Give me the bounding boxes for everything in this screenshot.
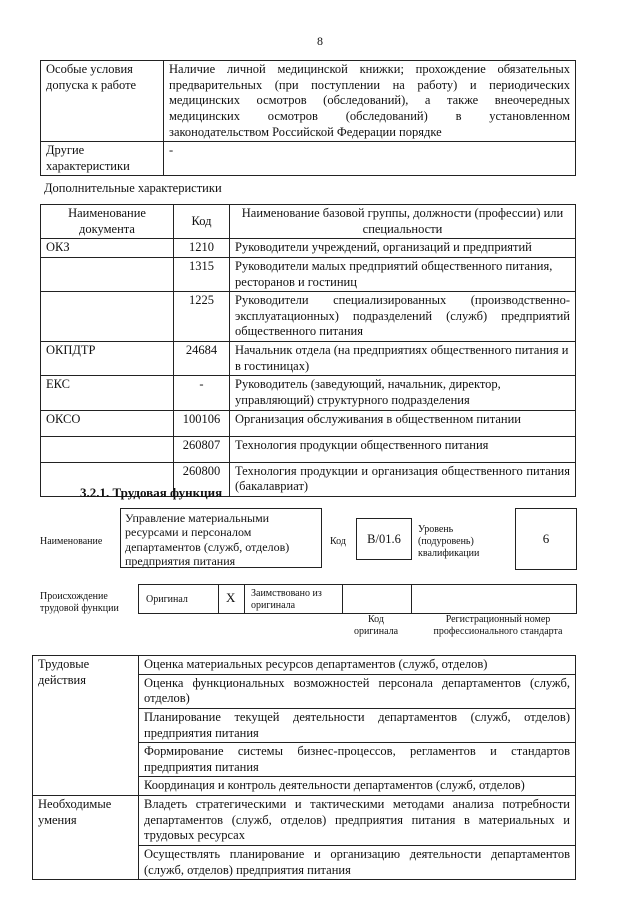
code-box (356, 518, 412, 560)
conditions-label: Особые условия допуска к работе (41, 61, 164, 142)
row-doc (41, 257, 174, 291)
origin-original: Оригинал (146, 594, 188, 605)
duty-item: Формирование системы бизнес-процессов, регламентов и стандартов предприятия питания (139, 743, 576, 777)
row-code: 24684 (174, 342, 230, 376)
function-name-value: Управление материальными ресурсами и персоналом департаментов (служб, отделов) предприятия питания (125, 511, 290, 569)
skill-item: Осуществлять планирование и организацию деятельности департаментов (служб, отделов) предприятия питания (139, 845, 576, 879)
other-characteristics-value: - (164, 142, 576, 176)
row-doc: ОКЗ (41, 239, 174, 258)
divider (342, 584, 343, 613)
conditions-value: Наличие личной медицинской книжки; прохождение обязательных предварительных (при поступлении на работу) и периодических медицинских осмотров (обследований), а также внеочередных медицинских осмотров (обследований) в установленном законодательством Российской Федерации порядке (164, 61, 576, 142)
row-code: - (174, 376, 230, 410)
origin-code-caption: Код оригинала (353, 614, 399, 637)
row-name: Руководители специализированных (производственно-эксплуатационных) подразделений (служб) предприятий общественного питания (230, 292, 576, 342)
row-code: 1210 (174, 239, 230, 258)
additional-title: Дополнительные характеристики (44, 181, 222, 195)
row-doc (41, 436, 174, 462)
header-code: Код (174, 205, 230, 239)
row-name: Технология продукции и организация общественного питания (бакалавриат) (230, 462, 576, 496)
table-row (41, 61, 576, 142)
other-characteristics-label: Другие характеристики (41, 142, 164, 176)
conditions-table (40, 60, 576, 176)
origin-box (138, 584, 577, 614)
row-name: Руководители малых предприятий общественного питания, ресторанов и гостиниц (230, 257, 576, 291)
table-row (41, 376, 576, 410)
code-value: B/01.6 (367, 531, 401, 546)
row-doc: ОКСО (41, 410, 174, 436)
additional-table (40, 204, 576, 497)
row-doc (41, 292, 174, 342)
duties-label: Трудовые действия (33, 656, 139, 796)
row-code: 100106 (174, 410, 230, 436)
origin-label: Происхождение трудовой функции (40, 591, 119, 614)
duty-item: Координация и контроль деятельности департаментов (служб, отделов) (139, 777, 576, 796)
table-row (41, 142, 576, 176)
duty-item: Планирование текущей деятельности департаментов (служб, отделов) предприятия питания (139, 708, 576, 742)
duty-item: Оценка материальных ресурсов департаментов (служб, отделов) (139, 656, 576, 675)
level-label: Уровень (подуровень) квалификации (418, 524, 480, 559)
origin-reg-caption: Регистрационный номер профессионального стандарта (433, 614, 563, 637)
page-number: 8 (317, 34, 323, 48)
table-row (33, 656, 576, 675)
table-row (41, 342, 576, 376)
row-doc: ОКПДТР (41, 342, 174, 376)
row-name: Руководитель (заведующий, начальник, директор, управляющий) структурного подразделения (230, 376, 576, 410)
table-row (41, 239, 576, 258)
skill-item: Владеть стратегическими и тактическими методами анализа потребности департаментов (служб, отделов) предприятия питания в материальных и трудовых ресурсах (139, 796, 576, 846)
row-code: 1225 (174, 292, 230, 342)
function-heading: 3.2.1. Трудовая функция (80, 485, 223, 500)
skills-label: Необходимые умения (33, 796, 139, 880)
level-value: 6 (542, 531, 550, 546)
row-name: Технология продукции общественного питания (230, 436, 576, 462)
duties-table (32, 655, 576, 880)
divider (411, 584, 412, 613)
code-label: Код (330, 536, 346, 547)
function-name-box (120, 508, 322, 568)
function-name-label: Наименование (40, 536, 103, 547)
table-row (41, 257, 576, 291)
row-name: Организация обслуживания в общественном питании (230, 410, 576, 436)
level-box (515, 508, 577, 570)
header-doc: Наименование документа (41, 205, 174, 239)
origin-borrowed: Заимствовано из оригинала (251, 588, 322, 611)
table-row (33, 796, 576, 846)
row-name: Руководители учреждений, организаций и предприятий (230, 239, 576, 258)
divider (218, 584, 219, 613)
divider (244, 584, 245, 613)
row-code: 1315 (174, 257, 230, 291)
table-header-row (41, 205, 576, 239)
row-doc: ЕКС (41, 376, 174, 410)
row-name: Начальник отдела (на предприятиях общественного питания и в гостиницах) (230, 342, 576, 376)
row-code: 260807 (174, 436, 230, 462)
table-row (41, 292, 576, 342)
table-row (41, 436, 576, 462)
origin-mark: X (226, 590, 236, 605)
header-name: Наименование базовой группы, должности (профессии) или специальности (230, 205, 576, 239)
row-code: 260800 (174, 462, 230, 496)
table-row (41, 410, 576, 436)
duty-item: Оценка функциональных возможностей персонала департаментов (служб, отделов) (139, 674, 576, 708)
